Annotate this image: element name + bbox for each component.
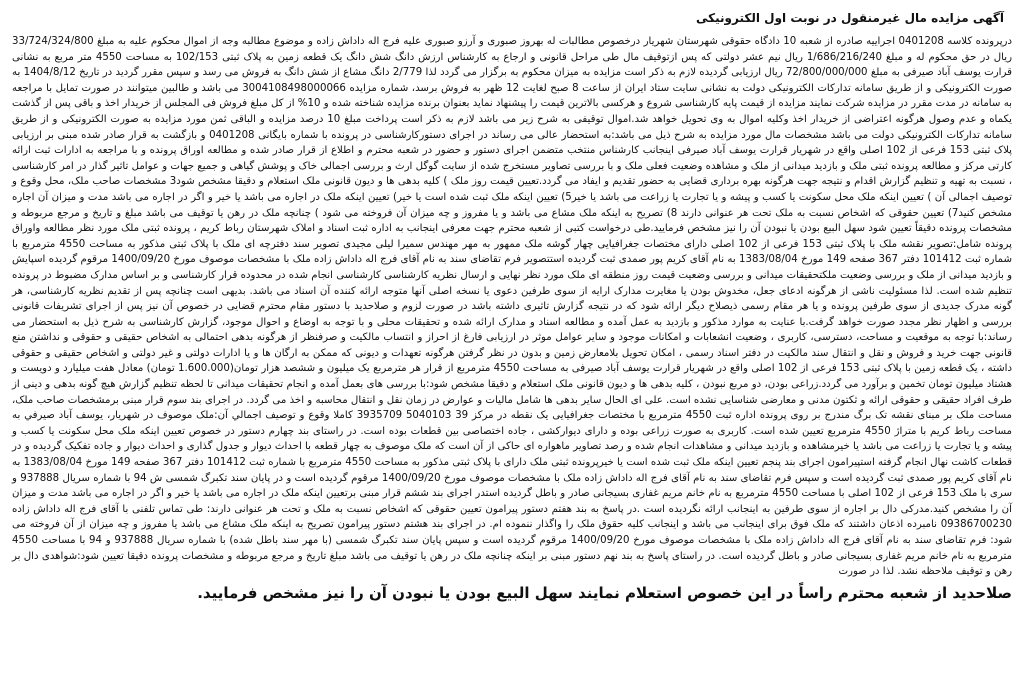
notice-title: آگهی مزایده مال غیرمنقول در نوبت اول الکترونیکی	[696, 11, 1004, 25]
notice-body-paragraph: درپرونده کلاسه 0401208 اجراییه صادره از شعبه 10 دادگاه حقوقی شهرستان شهریار درخصوص مطالبات له بهروز صبوری و آرزو صبوری علیه فرج اله داداش زاده و موضوع مطالبه وجه از اموال محکوم علیه به مبلغ 33/724/324/800 ریال در حق محکوم له و مبلغ 1/686/216/240 ریال نیم عشر دولتی که پس ازتوقیف مال طی مراحل قانونی و ارجاع به کارشناس ارزش دانگ شش دانگ یک قطعه زمین به پلاک ثبتی 102/153 به مساحت 4550 متر مربع به نشانی قرارت یوسف آباد صیرفی به مبلغ 72/800/000/000 ریال ارزیابی گردیده لازم به ذکر است مزایده به میزان محکوم به برگزار می گردد لذا 2/779 دانگ مشاع از شش دانگ به فروش می رسد و سپس مقرر گردید در تاریخ 1404/8/12 به صورت الکترونیکی و از طریق سامانه تدارکات الکترونیکی دولت به نشانی سایت ستاد ایران از ساعت 8 صبح لغایت 12 ظهر به فروش برسد، شماره مزایده 3004108498000066 می باشد و طالبین میتوانند در صورت تمایل با مراجعه به سامانه در مدت مقرر در مزایده شرکت نمایند مزایده از قیمت پایه کارشناسی شروع و هرکسی بالاترین قیمت را پیشنهاد نماید بعنوان برنده مزایده شناخته شده و 10% از کل مبلغ فروش فی المجلس از خریدار اخذ و باقی پس از گذشت یکماه و عدم وصول هرگونه اعتراضی از خریدار اخذ وکلیه اموال به وی تحویل خواهد شد.اموال توقیفی به شرح زیر می باشد لازم به ذکر است پرداخت مبلغ 10 درصد مزایده و الباقی ثمن مورد مزایده به صورت الکترونیکی و از طریق سامانه تدارکات الکترونیکی دولت می باشد مشخصات مال مورد مزایده به شرح ذیل می باشد:به استحضار عالی می رساند در اجرای دستورکارشناسی در پرونده با شماره بایگانی 0401208 و بازگشت به قرار صادر شده مبنی بر ارزیابی پلاک ثبتی 153 فرعی از 102 اصلی واقع در شهریار قرارت یوسف آباد صیرفی اینجانب کارشناس منتخب متضمن اجرای دستور و حضور در شعبه محترم و اطلاع از قرار صادر شده و مطالعه اوراق پرونده و با مراجعه به ادارات ثبت ارائه کارتی مرکز و مطالعه پرونده ثبتی ملک و بازدید میدانی از ملک و مشاهده وضعیت فعلی ملک و با بررسی تصاویر مستخرج شده از سایت گوگل ارث و بررسی اجمالی خاک و پوشش گیاهی و جمیع جهات و عوامل تاثیر گذار در امر کارشناسی ، نسبت به تهیه و تنظیم گزارش اقدام و نتیجه جهت هرگونه بهره برداری قضایی به حضور تقدیم و ایفاد می گردد.تعیین قیمت روز ملک ) کلیه بدهی ها و دیون قانونی ملک استعلام و دقیقا مشخص شود3 مشخصات صاحب ملک، محل وقوع و توصیف اجمالی آن ) تعیین اینکه ملک محل سکونت یا کسب و پیشه و یا تجارت یا زراعت می باشد یا خیر5) تعیین اینکه ملک ثبت شده است یا خیر) تعیین اینکه ملک در اجاره می باشد یا خیر و اگر در اجاره می باشد مدت و میزان آن اجاره مشخص کنید7) تعیین حقوقی که اشخاص نسبت به ملک تحت هر عنوانی دارند 8) تصریح به اینکه ملک مشاع می باشد و یا مفروز و چه میزان آن فروخته می شود ) چنانچه ملک در رهن یا توقیف می باشد مبلغ و تاریخ و مرجع مربوطه و مشخصات پرونده دقیقاً تعیین شود سهل البیع بودن یا نبودن آن را نیز مشخص فرمایید.طی درخواست کتبی از شعبه محترم جهت معرفی اینجانب به اداره ثبت اسناد و املاک شهرستان رباط کریم ، پرونده ثبتی ملک مورد نظر مطالعه واوراق پرونده شامل:تصویر نقشه ملک با پلاک ثبتی 153 فرعی از 102 اصلی دارای مختصات جغرافیایی چهار گوشه ملک ممهور به مهر مهندس سمیرا لیلی مجیدی تصویر سند دفترچه ای ملک با پلاک ثبتی مذکور به مساحت 4550 مترمربع با شماره ثبت 101412 دفتر 367 صفحه 149 مورخ 1383/08/04 به نام آقای کریم پور صمدی ثبت گردیده استتصویر فرم تقاضای سند به نام آقای فرج اله داداش زاده ملک با مشخصات موصوف مورخ 1400/09/20 مرقوم گردیده اسپایش و بازدید میدانی از ملک و بررسی وضعیت ملکتحقیقات میدانی و بررسی وضعیت قیمت روز منطقه ای ملک مورد نظر نهایی و ارسال نظریه کارشناسی کارشناسی انجام شده در محدوده قرار کارشناسی و بر اساس مدارک مضبوط در پرونده تنظیم شده است. لذا مسئولیت ناشی از هرگونه ادعای جعل، مخدوش بودن یا مغایرت مدارک ارایه از سوی طرفین دعوی یا نسخه اصلی آنها متوجه ارائه کننده آن اسناد می باشد. بدیهی است چنانچه پس از تقدیم نظریه کارشناسی، هر گونه مدرک جدیدی از سوی طرفین پرونده و یا هر مقام رسمی ذیصلاح دیگر ارائه شود که در نتیجه گزارش تاثیری داشته باشد در صورت لزوم و صلاحدید با دستور مقام محترم قضایی در خصوص آن نیز پس از اجرای تشریفات قانونی بررسی و اظهار نظر مجدد صورت خواهد گرفت.با عنایت به موارد مذکور و بازدید به عمل آمده و مطالعه اسناد و مدارک ارائه شده و تحقیقات محلی و با توجه به اوضاع و احوال موجود، گزارش کارشناسی به شرح ذیل به استحضار می رساند:با توجه به موقعیت و مساحت، دسترسی، کاربری ، وضعیت انشعابات و امکانات موجود و سایر عوامل موثر در ارزیابی فارغ از احراز و انتساب مالکیت و صرفنظر از هرگونه بدهی احتمالی به اشخاص حقیقی و حقوقی و نداشتن منع قانونی جهت خرید و فروش و نقل و انتقال سند مالکیت در دفتر اسناد رسمی ، امکان تحویل بلامعارض زمین و بدون در نظر گرفتن هرگونه تعهدات و دیونی که ممکن به ارگان ها و یا ادارات دولتی و غیر دولتی و اشخاص حقیقی و حقوقی داشته ، یک قطعه زمین با پلاک ثبتی 153 فرعی از 102 اصلی واقع در شهریار قرارت یوسف آباد صیرفی به مساحت 4550 مترمربع از قرار هر مترمربع یک میلیون و ششصد هزار تومان(1.600.000 تومان) معادل هفت میلیارد و دویست و هشتاد میلیون تومان تخمین و برآورد می گردد.زراعی بودن، دو مربع نبودن ، کلیه بدهی ها و دیون قانونی ملک استعلام و دقیقا مشخص شود:با بررسی های بعمل آمده و انجام تحقیقات میدانی تا لحظه تنظیم گزارش هیچ گونه بدهی و دینی از طرف افراد حقیقی و حقوقی ارائه و ثکتون مدنی و معارضی شناسایی نشده است. علی ای الحال سایر بدهی ها شامل مالیات و عوارض در زمان نقل و انتقال محاسبه و اخذ می گردد. در اجرای بند سوم قرار مبنی برمشخصات صاحب ملک، مساحت ملک بر مبنای نقشه تک برگ مندرج بر روی پرونده اداره ثبت 4550 مترمربع با مختصات جغرافیایی یک نقطه در مرکز 39 5040103 3935709 كاملا وقوع و توصيف اجمالي آن:ملک موصوف در شهريار، يوسف آباد صيرفي به مساحت رباط کریم با متراژ 4550 مترمربع تعیین شده است. کاربری به صورت زراعی بوده و دارای دیوارکشی ، جاده اختصاصی بین قطعات بوده است. در راستای بند چهارم دستور در خصوص تعیین اینکه ملک محل سکونت یا کسب و پیشه و یا تجارت یا زراعت می باشد یا خیرمشاهده و بازدید میدانی و مشاهدات انجام شده و رصد تصاویر ماهواره ای حاکی از آن است که ملک موصوف به چهار قطعه با احداث دیوار و جدول گذاری و احداث دیوار و جاده تفکیک گردیده و در قطعات کاشت نهال انجام گرفته استپیرامون اجرای بند پنجم تعیین اینکه ملک ثبت شده است یا خیرپرونده ثبتی ملک دارای با پلاک ثبتی مذکور به مساحت 4550 مترمربع با شماره ثبت 101412 دفتر 367 صفحه 149 مورخ 1383/08/04 به نام آقای کریم پور صمدی ثبت گردیده است و سپس فرم تقاضای سند به نام آقای فرج اله داداش زاده ملک با مشخصات موصوف مورخ 1400/09/20 مرقوم گردیده است و در پایان سند تکبرگ شمسی ش 94 با شماره سریال 937888 و سری با ملک 153 فرعی از 102 اصلی با مساحت 4550 مترمربع به نام خانم مریم غفاری بسیجانی صادر و باطل گردیده استدر اجرای بند ششم قرار مبنی برتعیین اینکه ملک در اجاره می باشد یا خیر و اگر در اجاره می باشد مدت و میزان آن را مشخص کنید.مدرکی دال بر اجاره از سوی طرفین به اینجانب ارائه نگردیده است .در پاسخ به بند هفتم دستور پیرامون تعیین حقوقی که اشخاص نسبت به ملک و تحت هر عنوانی دارند: طی تماس تلفنی با آقای فرج اله داداش زاده 09386700230 نامبرده اذعان داشتند که ملک فوق برای اینجانب می باشد و اینجانب کلیه حقوق ملک را واگذار ننموده ام. در اجرای بند هشتم دستور پیرامون تصریح به اینکه ملک مشاع می باشد یا مفروز و چه میزان از آن فروخته می شود: فرم تقاضای سند به نام آقای فرج اله داداش زاده ملک با مشخصات موصوف مورخ 1400/09/20 مرقوم گردیده است و سپس پایان سند تکبرگ شمسی (با مهر سند باطل شده) با شماره سریال 937888 و 94 با مساحت 4550 مترمربع به نام خانم مریم غفاری بسیجانی صادر و باطل گردیده است. در راستای پاسخ به بند نهم دستور مبنی بر اینکه چنانچه ملک در رهن یا توقیف می باشد مبلغ تاریخ و مرجع مربوطه و مشخصات پرونده دقیقا تعیین شود:شواهدی دال بر رهن و توقیف ملاحظه نشد. لذا در صورت	[12, 36, 1013, 578]
notice-closing-statement: صلاحدید از شعبه محترم راساً در این خصوص استعلام نمایند سهل البیع بودن یا نبودن آن را نیز مشخص فرمایید.	[197, 583, 1012, 602]
